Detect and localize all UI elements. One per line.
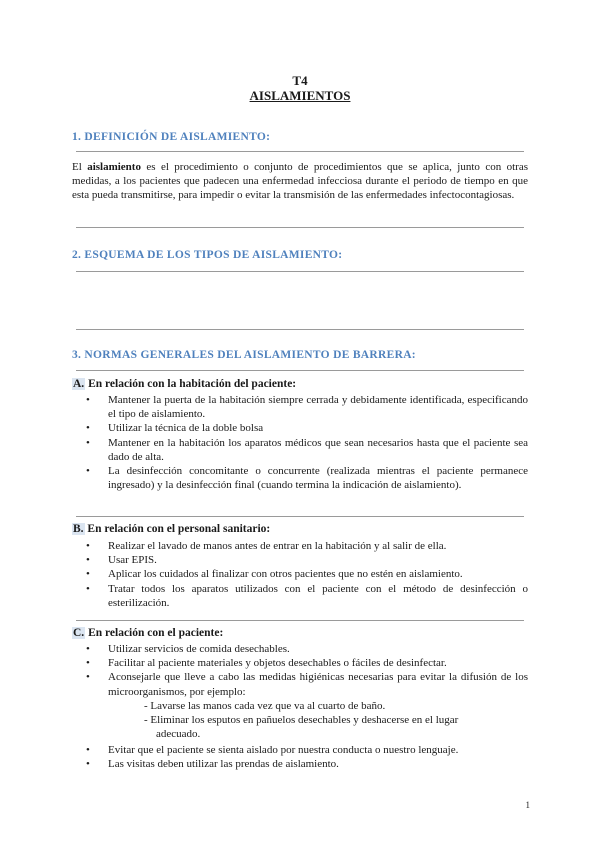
document-title bbox=[0, 73, 600, 103]
group-a-end-rule bbox=[76, 516, 524, 517]
list-item: • Mantener la puerta de la habitación siempre cerrada y debidamente identificada, especificando el tipo de aislamiento. bbox=[72, 393, 528, 421]
section-3-heading: 3. NORMAS GENERALES DEL AISLAMIENTO DE BARRERA: bbox=[72, 349, 416, 361]
section-2-rule bbox=[76, 271, 524, 272]
group-c-heading bbox=[72, 627, 223, 639]
list-item: • Aconsejarle que lleve a cabo las medidas higiénicas necesarias para evitar la difusión de los microorganismos, por ejemplo: bbox=[72, 670, 528, 698]
sub-list-item: - Lavarse las manos cada vez que va al cuarto de baño. bbox=[144, 700, 386, 712]
list-item: • Las visitas deben utilizar las prendas de aislamiento. bbox=[72, 757, 528, 771]
definition-body: es el procedimiento o conjunto de procedimientos que se aplica, junto con otras medidas, a los pacientes que padecen una enfermedad infecciosa durante el periodo de tiempo en que esta pueda transmitirse, para impedir o evitar la transmisión de las enfermedades infectocontagiosas. bbox=[72, 161, 528, 202]
group-a-heading bbox=[72, 378, 296, 390]
sub-list-item-continuation: adecuado. bbox=[156, 728, 201, 741]
group-c-list-continued bbox=[72, 743, 528, 771]
list-item: • Evitar que el paciente se sienta aislado por nuestra conducta o nuestro lenguaje. bbox=[72, 743, 528, 757]
list-item: • Aplicar los cuidados al finalizar con otros pacientes que no estén en aislamiento. bbox=[72, 567, 528, 581]
list-item: • Mantener en la habitación los aparatos médicos que sean necesarios hasta que el paciente sea dado de alta. bbox=[72, 436, 528, 464]
group-a-title: En relación con la habitación del paciente: bbox=[85, 378, 297, 390]
group-a-list bbox=[72, 393, 528, 492]
list-item: • Realizar el lavado de manos antes de entrar en la habitación y al salir de ella. bbox=[72, 539, 528, 553]
section-2-end-rule bbox=[76, 329, 524, 330]
section-3-rule bbox=[76, 370, 524, 371]
definition-lead: El bbox=[72, 161, 88, 173]
section-1-end-rule bbox=[76, 227, 524, 228]
section-1-rule bbox=[76, 151, 524, 152]
group-b-list bbox=[72, 539, 528, 610]
group-c-letter: C. bbox=[73, 627, 85, 639]
group-c-sublist bbox=[72, 699, 528, 742]
group-a-letter: A. bbox=[73, 378, 85, 390]
group-b-end-rule bbox=[76, 620, 524, 621]
definition-term: aislamiento bbox=[87, 161, 141, 173]
sub-list-item: - Eliminar los esputos en pañuelos desechables y deshacerse en el lugar bbox=[144, 714, 459, 727]
section-2-heading: 2. ESQUEMA DE LOS TIPOS DE AISLAMIENTO: bbox=[72, 249, 343, 261]
topic-title: AISLAMIENTOS bbox=[249, 88, 351, 103]
group-b-letter: B. bbox=[73, 523, 84, 535]
section-1-heading: 1. DEFINICIÓN DE AISLAMIENTO: bbox=[72, 131, 271, 143]
definition-paragraph bbox=[72, 160, 528, 203]
topic-code: T4 bbox=[292, 73, 308, 88]
group-b-heading bbox=[72, 523, 270, 535]
list-item: • Utilizar la técnica de la doble bolsa bbox=[72, 421, 528, 435]
list-item: • La desinfección concomitante o concurrente (realizada mientras el paciente permanece ingresado) y la desinfección final (cuando termina la indicación de aislamiento). bbox=[72, 464, 528, 492]
page-number: 1 bbox=[525, 800, 530, 810]
group-c-title: En relación con el paciente: bbox=[85, 627, 224, 639]
list-item: • Utilizar servicios de comida desechables. bbox=[72, 642, 528, 656]
list-item: • Usar EPIS. bbox=[72, 553, 528, 567]
list-item: • Tratar todos los aparatos utilizados con el paciente con el método de desinfección o esterilización. bbox=[72, 582, 528, 610]
list-item: • Facilitar al paciente materiales y objetos desechables o fáciles de desinfectar. bbox=[72, 656, 528, 670]
group-b-title: En relación con el personal sanitario: bbox=[84, 523, 271, 535]
group-c-list bbox=[72, 642, 528, 699]
